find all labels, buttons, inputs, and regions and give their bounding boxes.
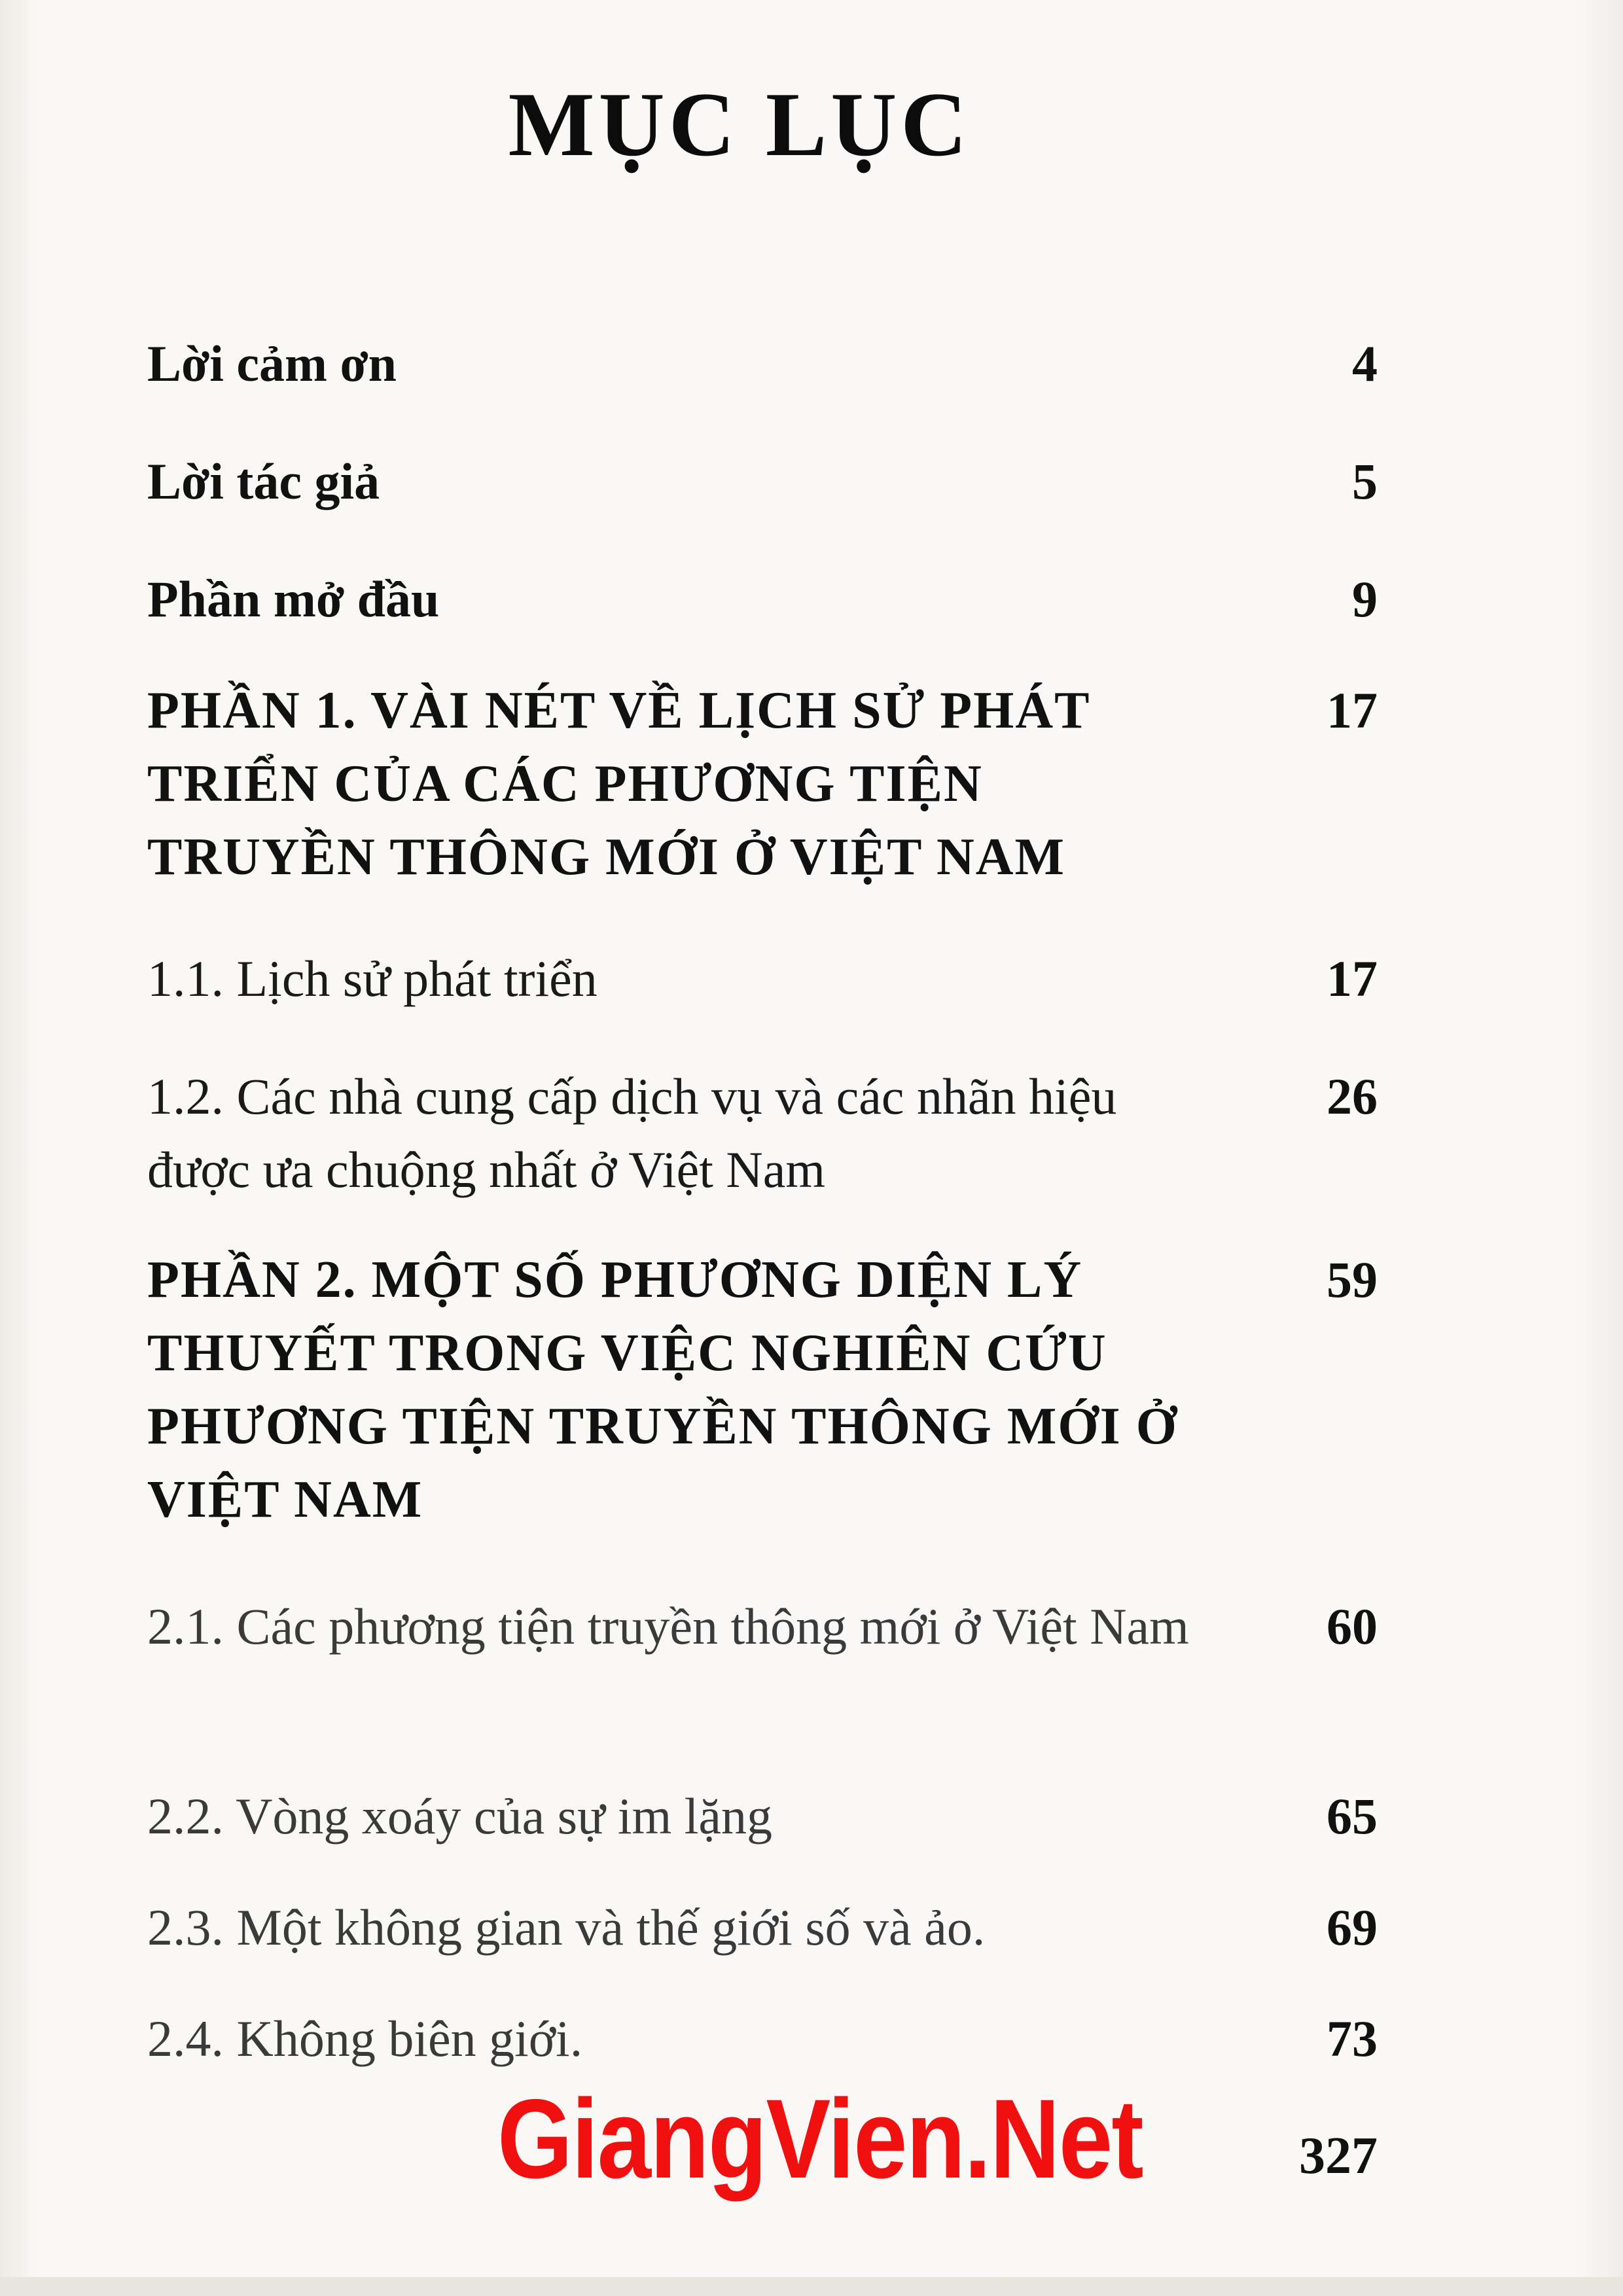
page-title: MỤC LỤC bbox=[508, 74, 971, 175]
toc-entry-title: 1.1. Lịch sử phát triển bbox=[147, 950, 597, 1007]
toc-entry bbox=[147, 445, 1378, 518]
toc-part bbox=[147, 1243, 1378, 1536]
toc-last-page-number: 327 bbox=[1299, 2127, 1378, 2185]
page-bottom-edge bbox=[0, 2277, 1623, 2296]
toc-entry bbox=[147, 327, 1378, 400]
toc-entry-page: 17 bbox=[1327, 950, 1378, 1007]
toc-entry-page: 59 bbox=[1327, 1251, 1378, 1308]
toc-entry-page: 5 bbox=[1352, 453, 1378, 510]
toc-entry-page: 60 bbox=[1327, 1598, 1378, 1655]
toc-entry-page: 65 bbox=[1327, 1788, 1378, 1845]
toc-entry bbox=[147, 1060, 1378, 1207]
toc-entry-page: 4 bbox=[1352, 335, 1378, 392]
watermark-logo: GiangVien.Net bbox=[497, 2076, 1143, 2202]
toc-entry-page: 9 bbox=[1352, 571, 1378, 627]
toc-entry-title: Phần mở đầu bbox=[147, 571, 440, 627]
toc-entry-page: 73 bbox=[1327, 2010, 1378, 2067]
toc-entry bbox=[147, 1590, 1378, 1663]
toc-entry bbox=[147, 1891, 1378, 1964]
toc-entry bbox=[147, 1780, 1378, 1853]
toc-entry-title: Lời tác giả bbox=[147, 453, 380, 510]
toc-entry-title: 2.3. Một không gian và thế giới số và ảo. bbox=[147, 1899, 986, 1956]
toc-entry-title: 1.2. Các nhà cung cấp dịch vụ và các nhãn hiệu được ưa chuộng nhất ở Việt Nam bbox=[147, 1068, 1117, 1198]
toc-part-title: PHẦN 2. MỘT SỐ PHƯƠNG DIỆN LÝ THUYẾT TRONG VIỆC NGHIÊN CỨU PHƯƠNG TIỆN TRUYỀN THÔNG MỚI Ở VIỆT NAM bbox=[147, 1251, 1178, 1528]
toc-part bbox=[147, 674, 1378, 894]
toc-entry bbox=[147, 563, 1378, 636]
toc-entry-page: 17 bbox=[1327, 682, 1378, 739]
toc-entry-page: 26 bbox=[1327, 1068, 1378, 1125]
toc-entry-title: 2.1. Các phương tiện truyền thông mới ở Việt Nam bbox=[147, 1598, 1189, 1655]
toc-entry-page: 69 bbox=[1327, 1899, 1378, 1956]
toc-entry-title: Lời cảm ơn bbox=[147, 335, 397, 392]
toc-entry bbox=[147, 2002, 1378, 2075]
toc-part-title: PHẦN 1. VÀI NÉT VỀ LỊCH SỬ PHÁT TRIỂN CỦA CÁC PHƯƠNG TIỆN TRUYỀN THÔNG MỚI Ở VIỆT NAM bbox=[147, 682, 1090, 886]
toc-entry bbox=[147, 942, 1378, 1016]
toc-entry-title: 2.4. Không biên giới. bbox=[147, 2010, 583, 2067]
toc-entry-title: 2.2. Vòng xoáy của sự im lặng bbox=[147, 1788, 773, 1845]
